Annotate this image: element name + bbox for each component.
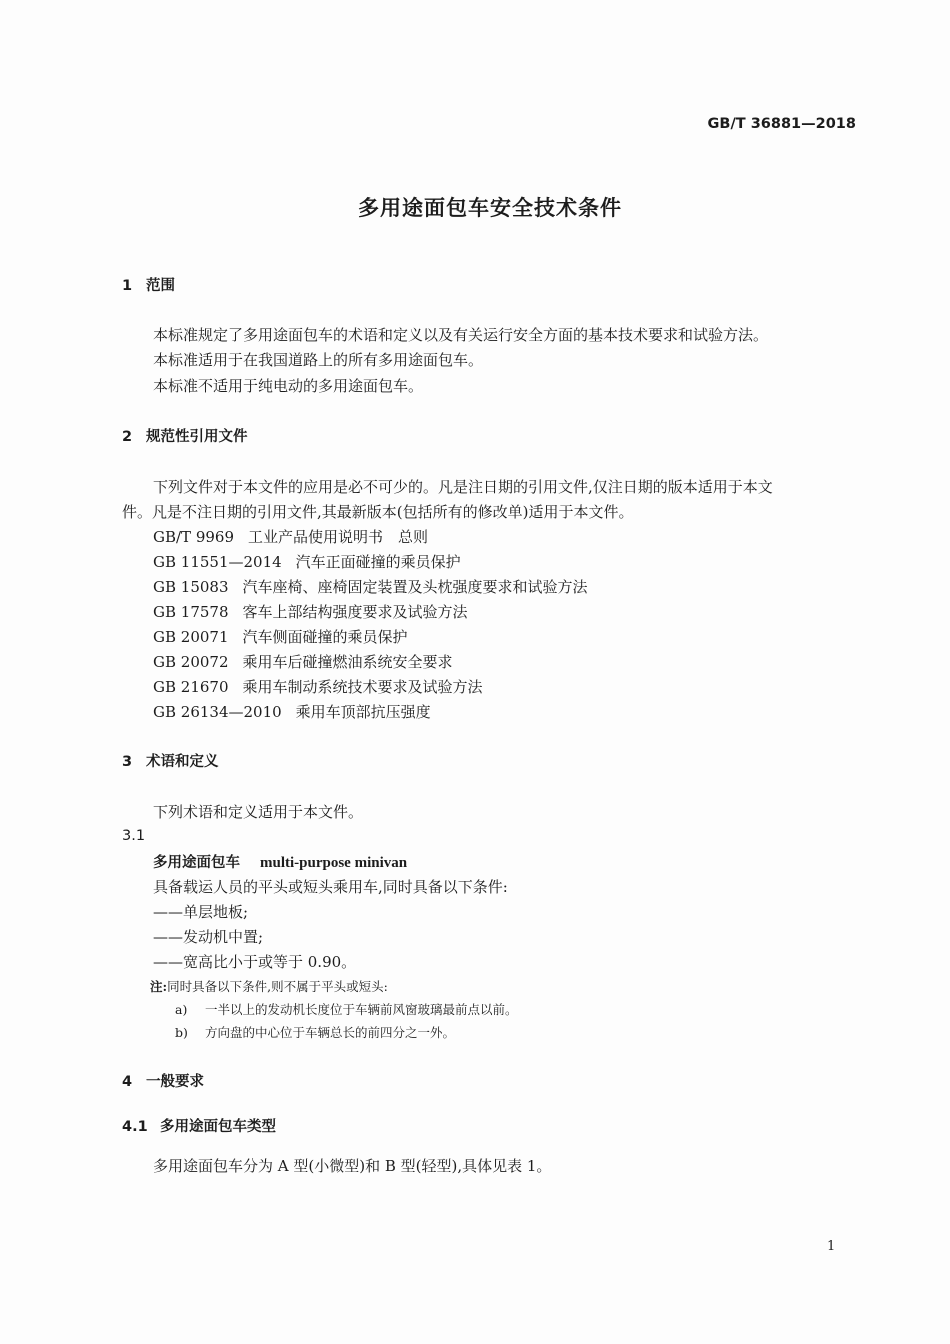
page-number: 1 [827, 1239, 836, 1254]
condition-item: ——宽高比小于或等于 0.90。 [153, 953, 357, 971]
standard-number: GB/T 36881—2018 [707, 116, 856, 132]
term-title: 多用途面包车 multi-purpose minivan [153, 855, 408, 871]
reference-item: GB 15083 汽车座椅、座椅固定装置及头枕强度要求和试验方法 [153, 578, 588, 596]
reference-item: GB 26134—2010 乘用车顶部抗压强度 [153, 703, 431, 721]
reference-item: GB 20072 乘用车后碰撞燃油系统安全要求 [153, 653, 453, 671]
note: 注:同时具备以下条件,则不属于平头或短头: [150, 979, 388, 994]
paragraph: 多用途面包车分为 A 型(小微型)和 B 型(轻型),具体见表 1。 [153, 1157, 552, 1175]
section-1-heading: 1 范围 [122, 278, 175, 294]
note-item: a) 一半以上的发动机长度位于车辆前风窗玻璃最前点以前。 [175, 1002, 518, 1017]
reference-item: GB 21670 乘用车制动系统技术要求及试验方法 [153, 678, 483, 696]
term-definition: 具备载运人员的平头或短头乘用车,同时具备以下条件: [153, 878, 508, 896]
page-title: 多用途面包车安全技术条件 [358, 196, 622, 220]
paragraph: 本标准不适用于纯电动的多用途面包车。 [153, 377, 424, 395]
term-number: 3.1 [122, 828, 146, 844]
condition-item: ——单层地板; [153, 903, 249, 921]
section-4-heading: 4 一般要求 [122, 1074, 204, 1090]
section-3-heading: 3 术语和定义 [122, 754, 219, 770]
condition-item: ——发动机中置; [153, 928, 264, 946]
paragraph: 下列文件对于本文件的应用是必不可少的。凡是注日期的引用文件,仅注日期的版本适用于本文 [153, 478, 773, 496]
paragraph: 件。凡是不注日期的引用文件,其最新版本(包括所有的修改单)适用于本文件。 [122, 503, 634, 521]
note-item: b) 方向盘的中心位于车辆总长的前四分之一外。 [175, 1025, 456, 1040]
reference-item: GB 20071 汽车侧面碰撞的乘员保护 [153, 628, 408, 646]
section-4-1-heading: 4.1 多用途面包车类型 [122, 1119, 276, 1135]
reference-item: GB/T 9969 工业产品使用说明书 总则 [153, 528, 429, 546]
section-2-heading: 2 规范性引用文件 [122, 429, 248, 445]
paragraph: 本标准规定了多用途面包车的术语和定义以及有关运行安全方面的基本技术要求和试验方法。 [153, 326, 769, 344]
paragraph: 下列术语和定义适用于本文件。 [153, 803, 364, 821]
reference-item: GB 17578 客车上部结构强度要求及试验方法 [153, 603, 468, 621]
paragraph: 本标准适用于在我国道路上的所有多用途面包车。 [153, 351, 484, 369]
reference-item: GB 11551—2014 汽车正面碰撞的乘员保护 [153, 553, 461, 571]
